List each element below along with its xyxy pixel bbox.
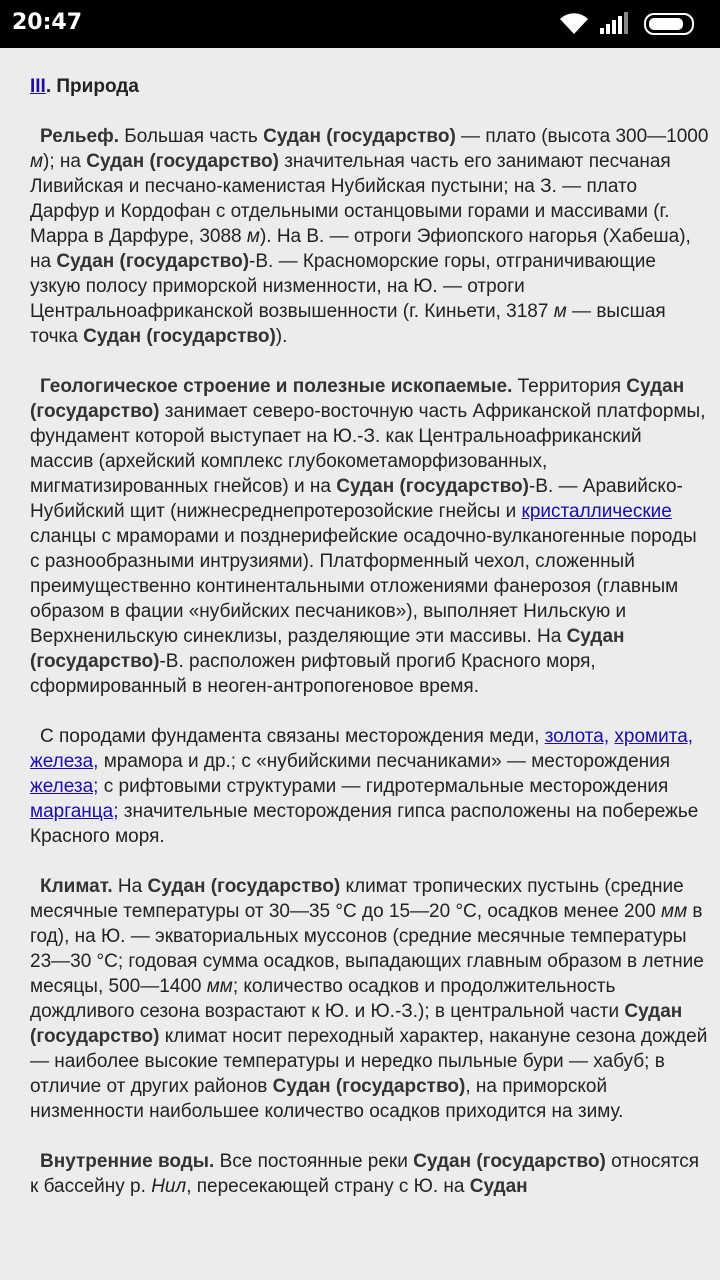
paragraph-relief: Рельеф. Большая часть Судан (государство) — плато (высота 300—1000 м); на Судан (государство) значительная часть его занимают песчаная Ливийская и песчано-каменистая Нубийская пустыни; на З. — плато Дарфур и Кордофан с отдельными останцовыми горами и массивами (г. Марра в Дарфуре, 3088 м). На В. — отроги Эфиопского нагорья (Хабеша), на Судан (государство)-В. — Красноморские горы, отграничивающие узкую полосу приморской низменности, на Ю. — отроги Центральноафриканской возвышенности (г. Киньети, 3187 м — высшая точка Судан (государство)).	[30, 126, 709, 347]
link-manganese[interactable]: марганца;	[30, 801, 119, 822]
status-bar	[0, 0, 720, 48]
waters-label: Внутренние воды.	[40, 1151, 215, 1172]
wifi-icon	[558, 12, 590, 36]
link-gold[interactable]: золота,	[544, 726, 610, 747]
geology-label: Геологическое строение и полезные ископаемые.	[40, 376, 513, 397]
paragraph-climate: Климат. На Судан (государство) климат тропических пустынь (средние месячные температуры от 30—35 °С до 15—20 °С, осадков менее 200 мм в год), на Ю. — экваториальных муссонов (средние месячные температуры 23—30 °С; годовая сумма осадков, выпадающих главным образом в летние месяцы, 500—1400 мм; количество осадков и продолжительность дождливого сезона возрастают к Ю. и Ю.-З.); в центральной части Судан (государство) климат носит переходный характер, накануне сезона дождей — наиболее высокие температуры и нередко пыльные бури — хабуб; в отличие от других районов Судан (государство), на приморской низменности наибольшее количество осадков приходится на зиму.	[30, 876, 708, 1122]
section-numeral-link[interactable]: III	[30, 76, 46, 97]
signal-icon	[600, 12, 630, 36]
battery-icon	[644, 12, 698, 36]
article-content	[30, 24, 710, 1199]
link-crystalline[interactable]: кристаллические	[521, 501, 672, 522]
paragraph-minerals: С породами фундамента связаны месторождения меди, золота, хромита, железа, мрамора и др.; с «нубийскими песчаниками» — месторождения железа; с рифтовыми структурами — гидротермальные месторождения марганца; значительные месторождения гипса расположены на побережье Красного моря.	[30, 726, 699, 847]
status-time: 20:47	[12, 10, 83, 35]
link-iron[interactable]: железа,	[30, 751, 99, 772]
link-iron-2[interactable]: железа;	[30, 776, 99, 797]
climate-label: Климат.	[40, 876, 113, 897]
link-chromite[interactable]: хромита,	[614, 726, 694, 747]
paragraph-waters: Внутренние воды. Все постоянные реки Судан (государство) относятся к бассейну р. Нил, пересекающей страну с Ю. на Судан	[30, 1151, 700, 1197]
section-heading: III. Природа	[30, 76, 139, 97]
paragraph-geology: Геологическое строение и полезные ископаемые. Территория Судан (государство) занимает северо-восточную часть Африканской платформы, фундамент которой выступает на Ю.-З. как Центральноафриканский массив (архейский комплекс глубокометаморфизованных, мигматизированных гнейсов) и на Судан (государство)-В. — Аравийско-Нубийский щит (нижнесреднепротерозойские гнейсы и кристаллические сланцы с мраморами и позднерифейские осадочно-вулканогенные породы с разнообразными интрузиями). Платформенный чехол, сложенный преимущественно континентальными отложениями фанерозоя (главным образом в фации «нубийских песчаников»), выполняет Нильскую и Верхненильскую синеклизы, разделяющие эти массивы. На Судан (государство)-В. расположен рифтовый прогиб Красного моря, сформированный в неоген-антропогеновое время.	[30, 376, 706, 697]
relief-label: Рельеф.	[40, 126, 119, 147]
